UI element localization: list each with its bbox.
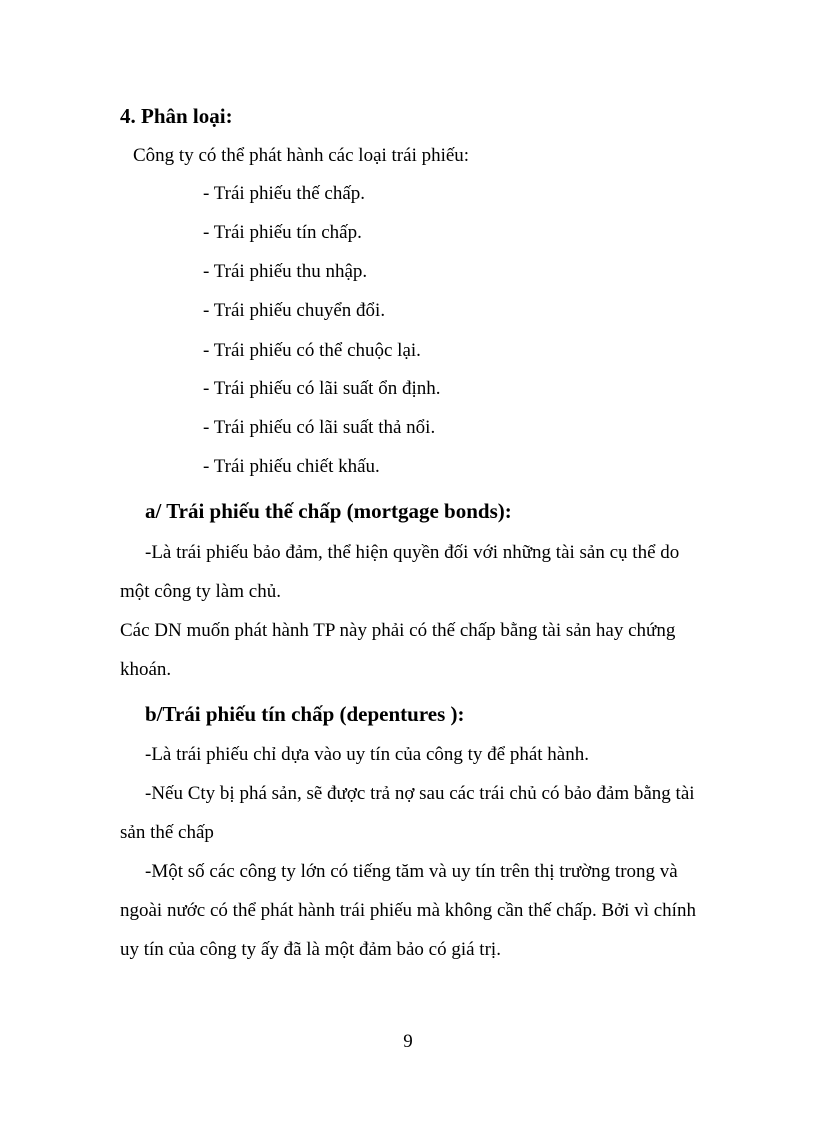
- paragraph-line: -Một số các công ty lớn có tiếng tăm và uy tín trên thị trường trong và: [145, 861, 678, 882]
- paragraph-line: khoán.: [120, 659, 172, 680]
- list-item: - Trái phiếu có thể chuộc lại.: [203, 340, 421, 361]
- list-item: - Trái phiếu có lãi suất ổn định.: [203, 378, 441, 399]
- paragraph-line: một công ty làm chủ.: [120, 581, 281, 602]
- page-number: 9: [403, 1031, 413, 1052]
- list-item: - Trái phiếu thu nhập.: [203, 261, 368, 282]
- list-item: - Trái phiếu thế chấp.: [203, 183, 366, 204]
- list-item: - Trái phiếu có lãi suất thả nổi.: [203, 417, 436, 438]
- section-heading: 4. Phân loại:: [120, 104, 233, 128]
- list-item: - Trái phiếu tín chấp.: [203, 222, 362, 243]
- paragraph-line: sản thế chấp: [120, 822, 214, 843]
- subsection-a-heading: a/ Trái phiếu thế chấp (mortgage bonds):: [145, 499, 512, 523]
- paragraph-line: ngoài nước có thể phát hành trái phiếu mà không cần thế chấp. Bởi vì chính: [120, 900, 696, 921]
- list-item: - Trái phiếu chuyển đổi.: [203, 300, 386, 321]
- paragraph-line: Các DN muốn phát hành TP này phải có thế chấp bằng tài sản hay chứng: [120, 620, 676, 641]
- paragraph-line: uy tín của công ty ấy đã là một đảm bảo có giá trị.: [120, 939, 501, 960]
- intro-text: Công ty có thể phát hành các loại trái phiếu:: [133, 145, 470, 166]
- paragraph-line: -Là trái phiếu bảo đảm, thể hiện quyền đối với những tài sản cụ thể do: [145, 542, 680, 563]
- paragraph-line: -Là trái phiếu chỉ dựa vào uy tín của công ty để phát hành.: [145, 744, 589, 765]
- list-item: - Trái phiếu chiết khấu.: [203, 456, 380, 477]
- paragraph-line: -Nếu Cty bị phá sản, sẽ được trả nợ sau các trái chủ có bảo đảm bằng tài: [145, 783, 695, 804]
- subsection-b-heading: b/Trái phiếu tín chấp (depentures ):: [145, 702, 465, 726]
